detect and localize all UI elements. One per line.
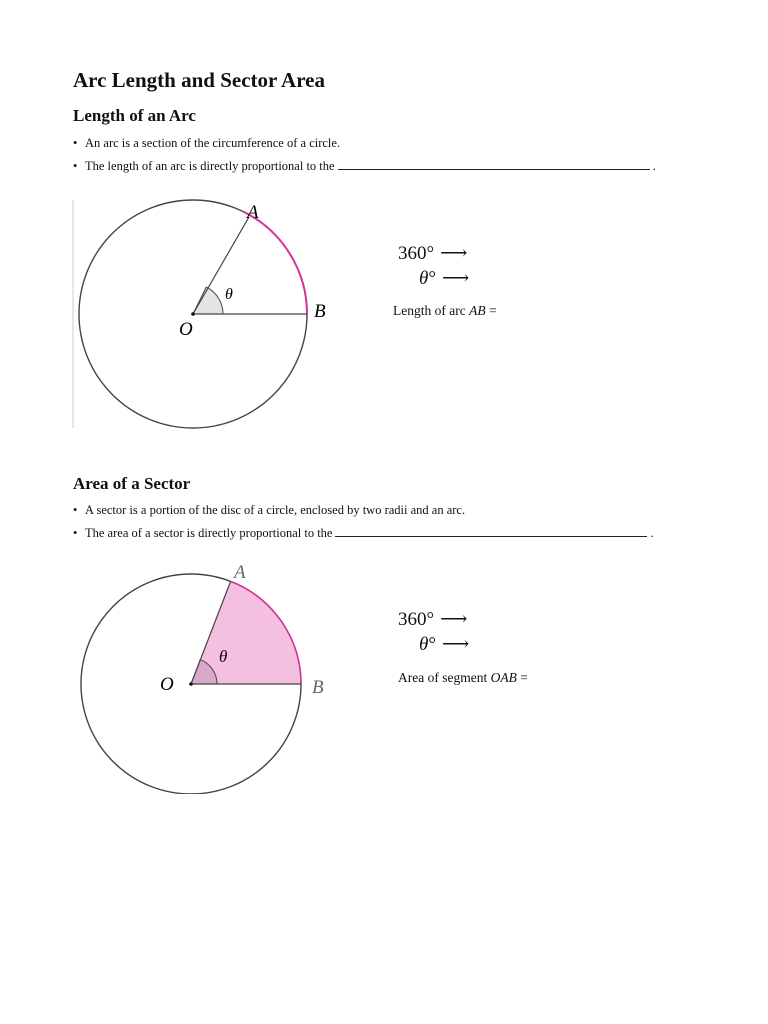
arrow-icon: ⟶ [441, 634, 470, 655]
fill-in-blank[interactable] [335, 525, 647, 537]
sector-ratio-part [419, 633, 469, 656]
label-a: A [247, 202, 259, 223]
arrow-icon: ⟶ [440, 609, 468, 630]
sector-bullet-2-text: The area of a sector is directly proportional to the [85, 526, 333, 540]
degree-unit: ° [428, 634, 436, 655]
arrow-icon: ⟶ [440, 243, 468, 264]
arc-bullet-1 [73, 136, 340, 151]
bullet-dot: • [73, 136, 78, 150]
arc-formula [393, 303, 497, 319]
label-o: O [160, 674, 174, 695]
sector-bullet-1-text: A sector is a portion of the disc of a circle, enclosed by two radii and an arc. [85, 503, 466, 517]
arc-ratio-full [398, 242, 467, 265]
center-point [189, 682, 193, 686]
center-point [191, 312, 195, 316]
bullet-dot: • [73, 503, 78, 517]
label-b: B [314, 301, 326, 322]
radius-oa [193, 217, 249, 314]
arc-section-heading: Length of an Arc [73, 106, 196, 125]
theta-symbol: θ [419, 268, 429, 289]
arc-bullet-1-text: An arc is a section of the circumference of a circle. [85, 136, 341, 150]
ratio-full-value: 360° [398, 243, 435, 264]
sector-ratio-full [398, 608, 467, 631]
sector-section-heading: Area of a Sector [73, 474, 191, 493]
arc-angle-marker [193, 287, 223, 314]
bullet-dot: • [73, 159, 78, 173]
sector-diagram [72, 562, 334, 794]
formula-equals: = [520, 670, 528, 685]
label-o: O [179, 319, 193, 340]
label-a: A [234, 562, 246, 583]
formula-prefix: Area of segment [398, 670, 488, 685]
formula-prefix: Length of arc [393, 303, 466, 318]
arc-bullet-2 [73, 158, 656, 174]
formula-equals: = [488, 303, 497, 318]
arc-diagram [72, 198, 334, 430]
theta-symbol: θ [419, 634, 429, 655]
sector-bullet-1 [73, 503, 465, 518]
arc-ratio-part [419, 267, 469, 290]
page-title: Arc Length and Sector Area [73, 68, 325, 92]
label-b: B [312, 677, 324, 698]
sector-bullet-2-end: . [650, 526, 654, 540]
bullet-dot: • [73, 526, 78, 540]
arrow-icon: ⟶ [441, 268, 470, 289]
formula-variable: OAB [490, 670, 517, 685]
formula-variable: AB [469, 303, 486, 318]
arc-bullet-2-text: The length of an arc is directly proportional to the [85, 159, 335, 173]
arc-bullet-2-end: . [652, 159, 656, 173]
sector-bullet-2 [73, 525, 654, 541]
degree-unit: ° [428, 268, 436, 289]
label-theta: θ [219, 647, 228, 666]
arc-ab-highlight [243, 212, 307, 314]
ratio-full-value: 360° [398, 609, 435, 630]
label-theta: θ [225, 286, 233, 303]
sector-formula [398, 670, 528, 686]
fill-in-blank[interactable] [338, 158, 650, 170]
